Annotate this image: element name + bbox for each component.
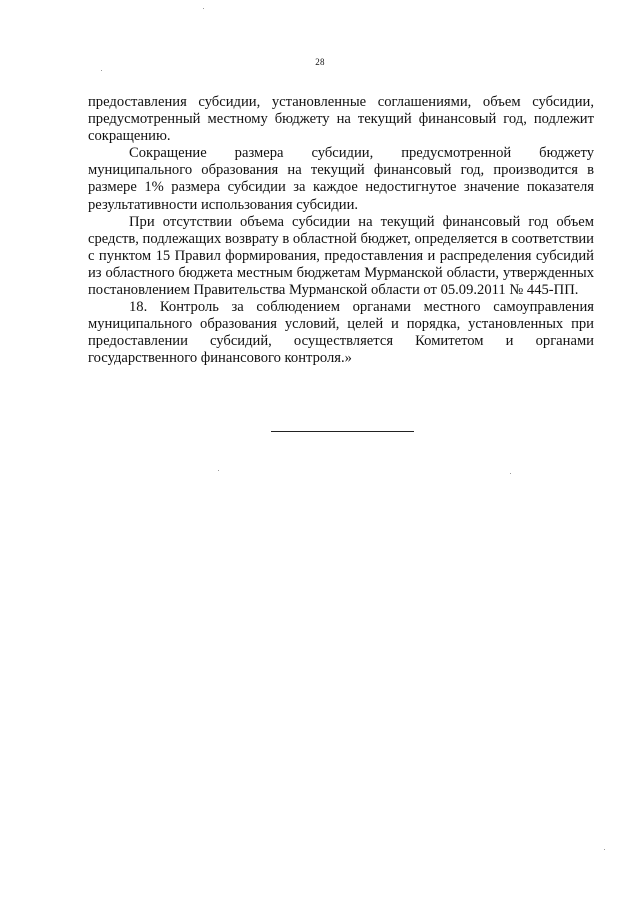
scan-speck [510, 473, 511, 474]
page-number: 28 [315, 57, 325, 67]
end-of-text-divider [271, 431, 414, 432]
document-body [88, 94, 594, 368]
scan-speck [604, 849, 605, 850]
paragraph-refund-procedure: При отсутствии объема субсидии на текущий финансовый год объем средств, подлежащих возврату в областной бюджет, определяется в соответствии с пунктом 15 Правил формирования, предоставления и распределения субсидий из областного бюджета местным бюджетам Мурманской области, утвержденных постановлением Правительства Мурманской области от 05.09.2011 № 445-ПП. [88, 213, 594, 299]
scan-speck [203, 8, 204, 9]
scan-speck [218, 470, 219, 471]
paragraph-reduction-rate: Сокращение размера субсидии, предусмотренной бюджету муниципального образования на текущий финансовый год, производится в размере 1% размера субсидии за каждое недостигнутое значение показателя результативности использования субсидии. [88, 145, 594, 213]
paragraph-control-item-18: 18. Контроль за соблюдением органами местного самоуправления муниципального образования условий, целей и порядка, установленных при предоставлении субсидий, осуществляется Комитетом и органами государственного финансового контроля.» [88, 299, 594, 367]
scan-speck [101, 70, 102, 71]
paragraph-subsidy-reduction-clause: предоставления субсидии, установленные соглашениями, объем субсидии, предусмотренный местному бюджету на текущий финансовый год, подлежит сокращению. [88, 94, 594, 145]
